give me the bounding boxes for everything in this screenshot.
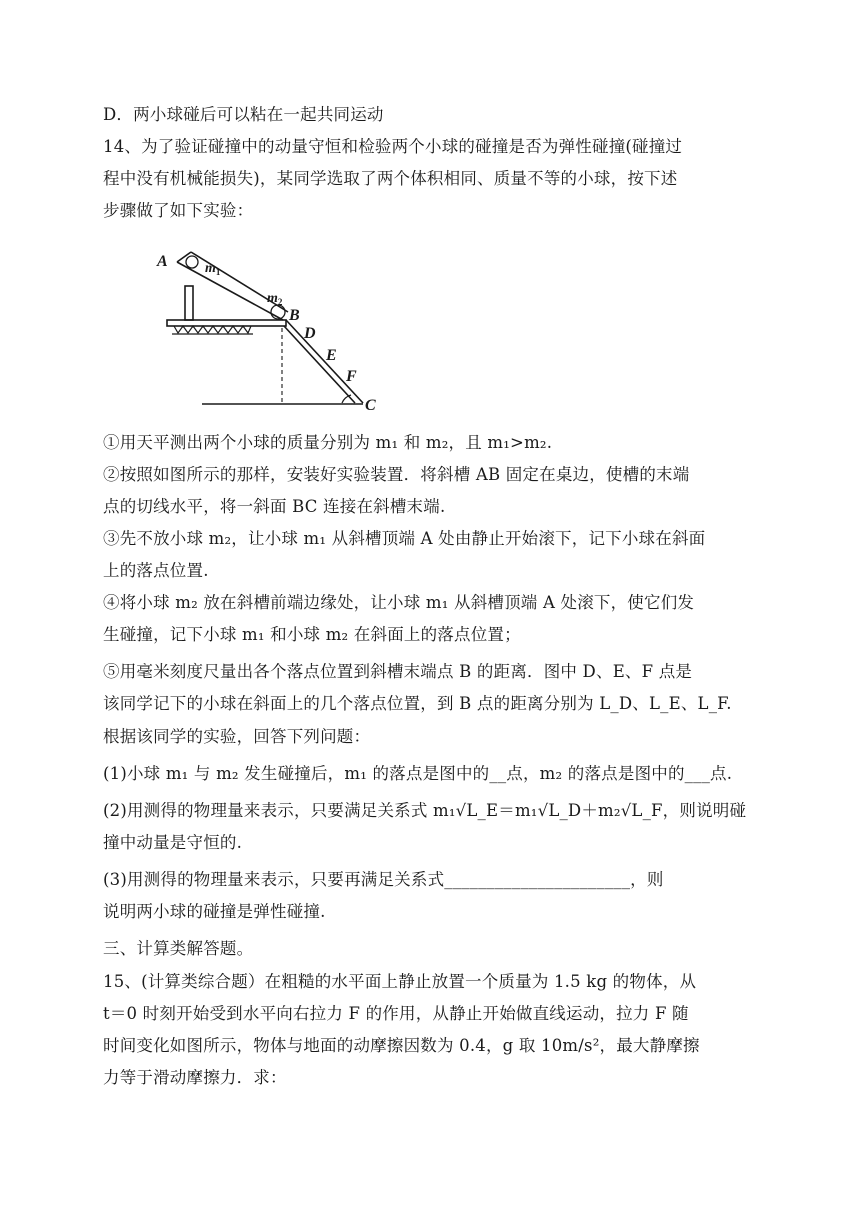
q14-sub-1: (1)小球 m₁ 与 m₂ 发生碰撞后，m₁ 的落点是图中的__点，m₂ 的落点是图中的___点. (103, 764, 733, 783)
ramp-support (185, 286, 193, 320)
q14-intro-line-1: 14、为了验证碰撞中的动量守恒和检验两个小球的碰撞是否为弹性碰撞(碰撞过 (103, 137, 683, 156)
q14-sub-3-line-1: (3)用测得的物理量来表示，只要再满足关系式______________________，则 (103, 870, 664, 889)
q14-sub-3-line-2: 说明两小球的碰撞是弹性碰撞. (103, 902, 326, 921)
q14-step-2-line-1: ②按照如图所示的那样，安装好实验装置．将斜槽 AB 固定在桌边，使槽的末端 (103, 465, 690, 484)
q14-step-5-line-1: ⑤用毫米刻度尺量出各个落点位置到斜槽末端点 B 的距离．图中 D、E、F 点是 (103, 662, 693, 681)
section-3-heading: 三、计算类解答题。 (103, 939, 254, 958)
label-f: F (346, 368, 357, 385)
q14-step-1: ①用天平测出两个小球的质量分别为 m₁ 和 m₂，且 m₁>m₂. (103, 433, 553, 452)
q14-intro-line-2: 程中没有机械能损失)，某同学选取了两个体积相同、质量不等的小球，按下述 (103, 169, 678, 188)
apparatus-figure (150, 240, 390, 418)
q14-intro-line-3: 步骤做了如下实验： (103, 201, 254, 220)
q14-step-5-line-2: 该同学记下的小球在斜面上的几个落点位置，到 B 点的距离分别为 L_D、L_E、L_F. (103, 694, 732, 713)
label-m1: $m_1$ (205, 261, 221, 277)
label-e: E (326, 347, 337, 364)
q14-step-2-line-2: 点的切线水平，将一斜面 BC 连接在斜槽末端. (103, 497, 446, 516)
q14-step-4-line-1: ④将小球 m₂ 放在斜槽前端边缘处，让小球 m₁ 从斜槽顶端 A 处滚下，使它们发 (103, 593, 695, 612)
q13-option-d: D．两小球碰后可以粘在一起共同运动 (103, 105, 384, 124)
label-a: A (157, 253, 168, 270)
label-c: C (365, 397, 376, 414)
incline-upper-line (284, 326, 355, 403)
q14-sub-2-line-2: 撞中动量是守恒的. (103, 833, 243, 852)
label-m2: $m_2$ (267, 291, 283, 307)
ball-m1 (186, 256, 198, 268)
q14-step-4-line-2: 生碰撞，记下小球 m₁ 和小球 m₂ 在斜面上的落点位置； (103, 625, 521, 644)
q14-step-3-line-1: ③先不放小球 m₂，让小球 m₁ 从斜槽顶端 A 处由静止开始滚下，记下小球在斜面 (103, 529, 706, 548)
q15-line-4: 力等于滑动摩擦力．求： (103, 1068, 287, 1087)
table-zigzag-base (174, 326, 251, 333)
q14-sub-2-line-1: (2)用测得的物理量来表示，只要满足关系式 m₁√L_E＝m₁√L_D＋m₂√L_F，则说明碰 (103, 801, 747, 820)
q15-line-1: 15、(计算类综合题）在粗糙的水平面上静止放置一个质量为 1.5 kg 的物体，从 (103, 972, 697, 991)
label-d: D (304, 325, 316, 342)
label-b: B (289, 307, 300, 324)
q15-line-3: 时间变化如图所示，物体与地面的动摩擦因数为 0.4，g 取 10m/s²，最大静摩擦 (103, 1036, 700, 1055)
q14-step-3-line-2: 上的落点位置. (103, 561, 209, 580)
table-top (167, 320, 286, 326)
q14-lead: 根据该同学的实验，回答下列问题： (103, 727, 371, 746)
q15-line-2: t＝0 时刻开始受到水平向右拉力 F 的作用，从静止开始做直线运动，拉力 F 随 (103, 1004, 689, 1023)
incline-lower-line (286, 320, 363, 403)
